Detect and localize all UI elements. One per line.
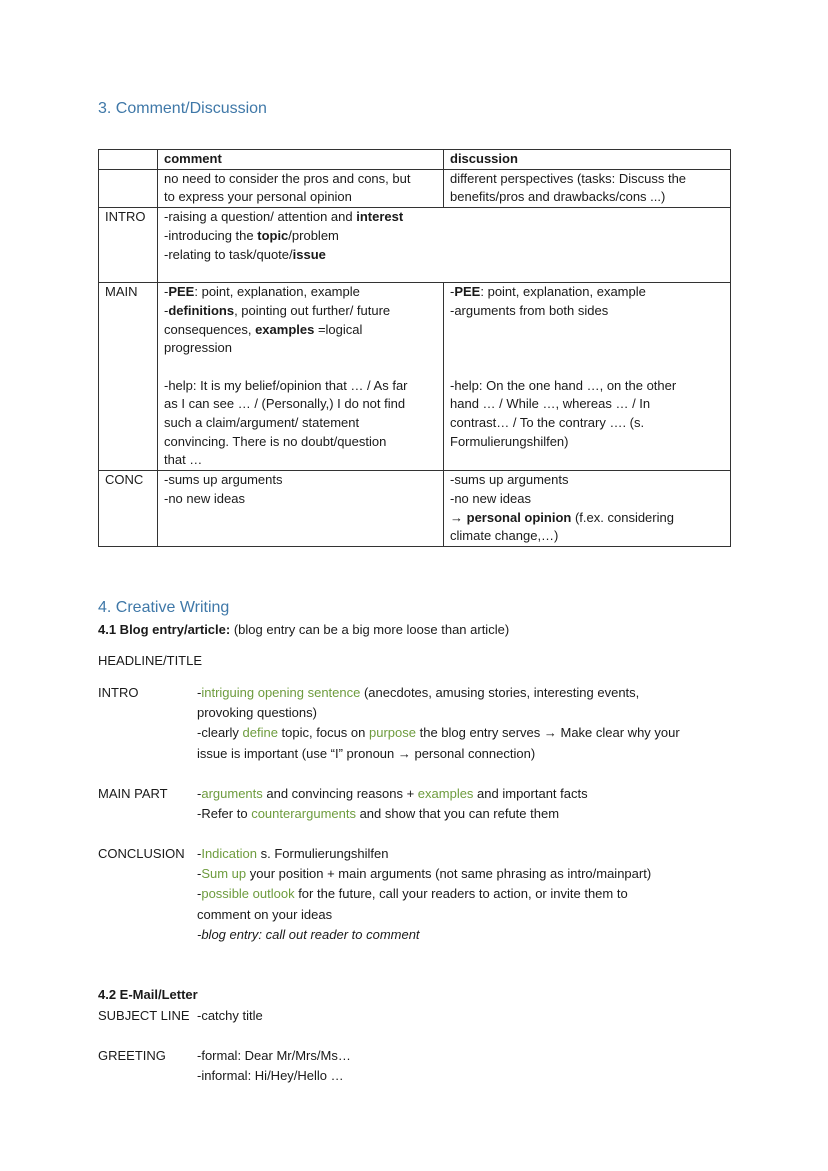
text-line: -no new ideas [450, 490, 531, 506]
cell-main-comment [158, 283, 444, 471]
text-line: to express your personal opinion [164, 189, 352, 205]
table-row [99, 169, 731, 207]
intro-text [197, 683, 737, 764]
greeting-label: GREETING [98, 1048, 166, 1063]
text-line: climate change,…) [450, 528, 559, 544]
text-line: -arguments from both sides [450, 302, 609, 318]
column-header-comment: comment [158, 150, 444, 170]
blank-line [450, 321, 724, 340]
text-line: contrast… / To the contrary …. (s. [450, 415, 645, 431]
cell-main-discussion [444, 283, 731, 471]
subsection-4-2-title: 4.2 E-Mail/Letter [98, 987, 198, 1002]
text-line: issue is important (use “I” pronoun → personal connection) [197, 745, 536, 761]
text-line: → personal opinion (f.ex. considering [450, 509, 674, 525]
subject-line-text: -catchy title [197, 1008, 263, 1023]
text-line: -PEE: point, explanation, example [450, 284, 646, 300]
blank-line [164, 358, 437, 377]
text-line: -formal: Dear Mr/Mrs/Ms… [197, 1048, 351, 1063]
cell-discussion-definition [444, 169, 731, 207]
text-line: -sums up arguments [164, 472, 283, 488]
section-3-heading: 3. Comment/Discussion [98, 100, 267, 117]
text-line: -raising a question/ attention and interest [164, 209, 404, 225]
intro-label: INTRO [98, 685, 139, 700]
text-line: -introducing the topic/problem [164, 227, 339, 243]
conclusion-text [197, 844, 737, 945]
row-label-intro: INTRO [99, 208, 158, 283]
empty-label-cell [99, 169, 158, 207]
column-header-discussion: discussion [444, 150, 731, 170]
table-row-main [99, 283, 731, 471]
text-line: -intriguing opening sentence (anecdotes, amusing stories, interesting events, [197, 685, 640, 700]
text-line: provoking questions) [197, 705, 317, 721]
cell-conc-comment [158, 471, 444, 547]
text-line: -Sum up your position + main arguments (not same phrasing as intro/mainpart) [197, 866, 652, 882]
text-line: -relating to task/quote/issue [164, 246, 326, 262]
subsection-4-1-title: 4.1 Blog entry/article: (blog entry can be a big more loose than article) [98, 622, 510, 637]
text-line: -Refer to counterarguments and show that you can refute them [197, 806, 560, 822]
table-header-row [99, 150, 731, 170]
main-part-text [197, 784, 737, 824]
greeting-text [197, 1046, 737, 1086]
text-line: -blog entry: call out reader to comment [197, 926, 420, 942]
blank-line [450, 358, 724, 377]
text-line: -clearly define topic, focus on purpose the blog entry serves → Make clear why your [197, 725, 680, 741]
text-line: -Indication s. Formulierungshilfen [197, 846, 389, 861]
text-line: progression [164, 340, 232, 356]
text-line: such a claim/argument/ statement [164, 415, 360, 431]
subject-line-label: SUBJECT LINE [98, 1008, 190, 1023]
text-line: different perspectives (tasks: Discuss the [450, 170, 687, 186]
text-line: -possible outlook for the future, call your readers to action, or invite them to [197, 886, 628, 902]
text-line: comment on your ideas [197, 906, 333, 922]
text-line: -definitions, pointing out further/ future [164, 302, 391, 318]
text-line: -informal: Hi/Hey/Hello … [197, 1068, 344, 1084]
table-row-intro [99, 208, 731, 283]
main-part-label: MAIN PART [98, 786, 168, 801]
cell-conc-discussion [444, 471, 731, 547]
text-line: -arguments and convincing reasons + examples and important facts [197, 786, 588, 801]
section-4-heading: 4. Creative Writing [98, 599, 230, 616]
text-line: -sums up arguments [450, 472, 569, 488]
text-line: -PEE: point, explanation, example [164, 284, 360, 300]
table-row-conc [99, 471, 731, 547]
text-line: benefits/pros and drawbacks/cons ...) [450, 189, 666, 205]
cell-comment-definition [158, 169, 444, 207]
text-line: Formulierungshilfen) [450, 433, 569, 449]
comment-discussion-table [98, 149, 731, 547]
text-line: convincing. There is no doubt/question [164, 433, 387, 449]
arrow-right-icon: → [450, 509, 463, 525]
blank-line [450, 339, 724, 358]
headline-title-label: HEADLINE/TITLE [98, 653, 203, 668]
text-line: hand … / While …, whereas … / In [450, 396, 651, 412]
text-line: -help: On the one hand …, on the other [450, 377, 677, 393]
text-line: no need to consider the pros and cons, but [164, 170, 411, 186]
text-line: -no new ideas [164, 490, 245, 506]
cell-intro [158, 208, 731, 283]
row-label-main: MAIN [99, 283, 158, 471]
table-corner-cell [99, 150, 158, 170]
conclusion-label: CONCLUSION [98, 846, 185, 861]
text-line: that … [164, 452, 203, 468]
text-line: -help: It is my belief/opinion that … / As far [164, 377, 408, 393]
row-label-conc: CONC [99, 471, 158, 547]
text-line: as I can see … / (Personally,) I do not find [164, 396, 406, 412]
text-line: consequences, examples =logical [164, 321, 363, 337]
